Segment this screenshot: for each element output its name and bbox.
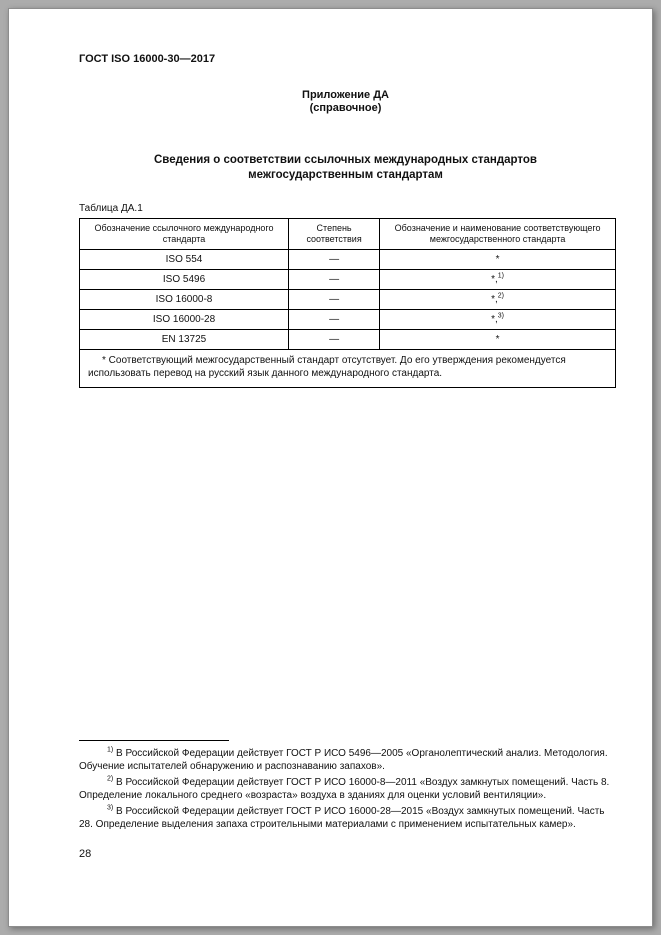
section-title bbox=[79, 153, 612, 183]
cell-degree: — bbox=[289, 310, 380, 330]
match-footnote-ref: 1) bbox=[497, 272, 505, 280]
page-number: 28 bbox=[79, 848, 92, 860]
match-mark: * bbox=[495, 254, 500, 265]
cell-standard: ISO 16000-8 bbox=[80, 290, 289, 310]
correspondence-table bbox=[79, 218, 616, 388]
table-row bbox=[80, 290, 616, 310]
header-degree: Степень соответствия bbox=[289, 219, 380, 250]
footnote-3-marker: 3) bbox=[107, 804, 114, 812]
table-row bbox=[80, 330, 616, 350]
appendix-subtitle: (справочное) bbox=[309, 102, 382, 114]
footnote-1-marker: 1) bbox=[107, 746, 114, 754]
footnote-rule bbox=[79, 740, 229, 741]
cell-match bbox=[380, 250, 616, 270]
cell-degree: — bbox=[289, 330, 380, 350]
match-mark: *, bbox=[491, 314, 498, 325]
cell-match bbox=[380, 330, 616, 350]
match-footnote-ref: 3) bbox=[497, 312, 505, 320]
section-title-line1: Сведения о соответствии ссылочных международных стандартов bbox=[153, 154, 537, 166]
table-row bbox=[80, 250, 616, 270]
match-mark: * bbox=[495, 334, 500, 345]
match-footnote-ref: 2) bbox=[497, 292, 505, 300]
footnote-1-text: В Российской Федерации действует ГОСТ Р ИСО 5496—2005 «Органолептический анализ. Методология. Обучение испытателей обнаружению и распознаванию запахов». bbox=[79, 748, 608, 772]
cell-match bbox=[380, 290, 616, 310]
table-header-row bbox=[80, 219, 616, 250]
section-title-line2: межгосударственным стандартам bbox=[248, 169, 443, 181]
table-note-row bbox=[80, 350, 616, 388]
appendix-title: Приложение ДА bbox=[302, 89, 389, 101]
cell-standard: ISO 5496 bbox=[80, 270, 289, 290]
table-row bbox=[80, 270, 616, 290]
document-header: ГОСТ ISO 16000-30—2017 bbox=[79, 53, 216, 65]
match-mark: *, bbox=[491, 274, 498, 285]
header-referenced-standard: Обозначение ссылочного международного стандарта bbox=[80, 219, 289, 250]
spacer bbox=[79, 388, 612, 740]
table-note: * Соответствующий межгосударственный стандарт отсутствует. До его утверждения рекомендуется использовать перевод на русский язык данного международного стандарта. bbox=[80, 350, 616, 388]
cell-standard: ISO 554 bbox=[80, 250, 289, 270]
cell-degree: — bbox=[289, 270, 380, 290]
footnote-3 bbox=[79, 805, 612, 831]
footnote-1 bbox=[79, 747, 612, 773]
match-mark: *, bbox=[491, 294, 498, 305]
footnote-2-text: В Российской Федерации действует ГОСТ Р ИСО 16000-8—2011 «Воздух замкнутых помещений. Часть 8. Определение локального среднего «возраста» воздуха в зданиях для оценки условий вентиляции». bbox=[79, 777, 610, 801]
cell-degree: — bbox=[289, 290, 380, 310]
appendix-heading bbox=[79, 89, 612, 115]
cell-match bbox=[380, 270, 616, 290]
table-row bbox=[80, 310, 616, 330]
document-page bbox=[8, 8, 653, 927]
cell-match bbox=[380, 310, 616, 330]
footnotes-section bbox=[79, 740, 612, 834]
header-interstate-standard: Обозначение и наименование соответствующего межгосударственного стандарта bbox=[380, 219, 616, 250]
table-caption: Таблица ДА.1 bbox=[79, 203, 143, 214]
cell-standard: EN 13725 bbox=[80, 330, 289, 350]
footnote-3-text: В Российской Федерации действует ГОСТ Р ИСО 16000-28—2015 «Воздух замкнутых помещений. Часть 28. Определение выделения запаха строительными материалами с применением испытательных камер». bbox=[79, 806, 605, 830]
cell-degree: — bbox=[289, 250, 380, 270]
footnote-2-marker: 2) bbox=[107, 775, 114, 783]
cell-standard: ISO 16000-28 bbox=[80, 310, 289, 330]
footnote-2 bbox=[79, 776, 612, 802]
